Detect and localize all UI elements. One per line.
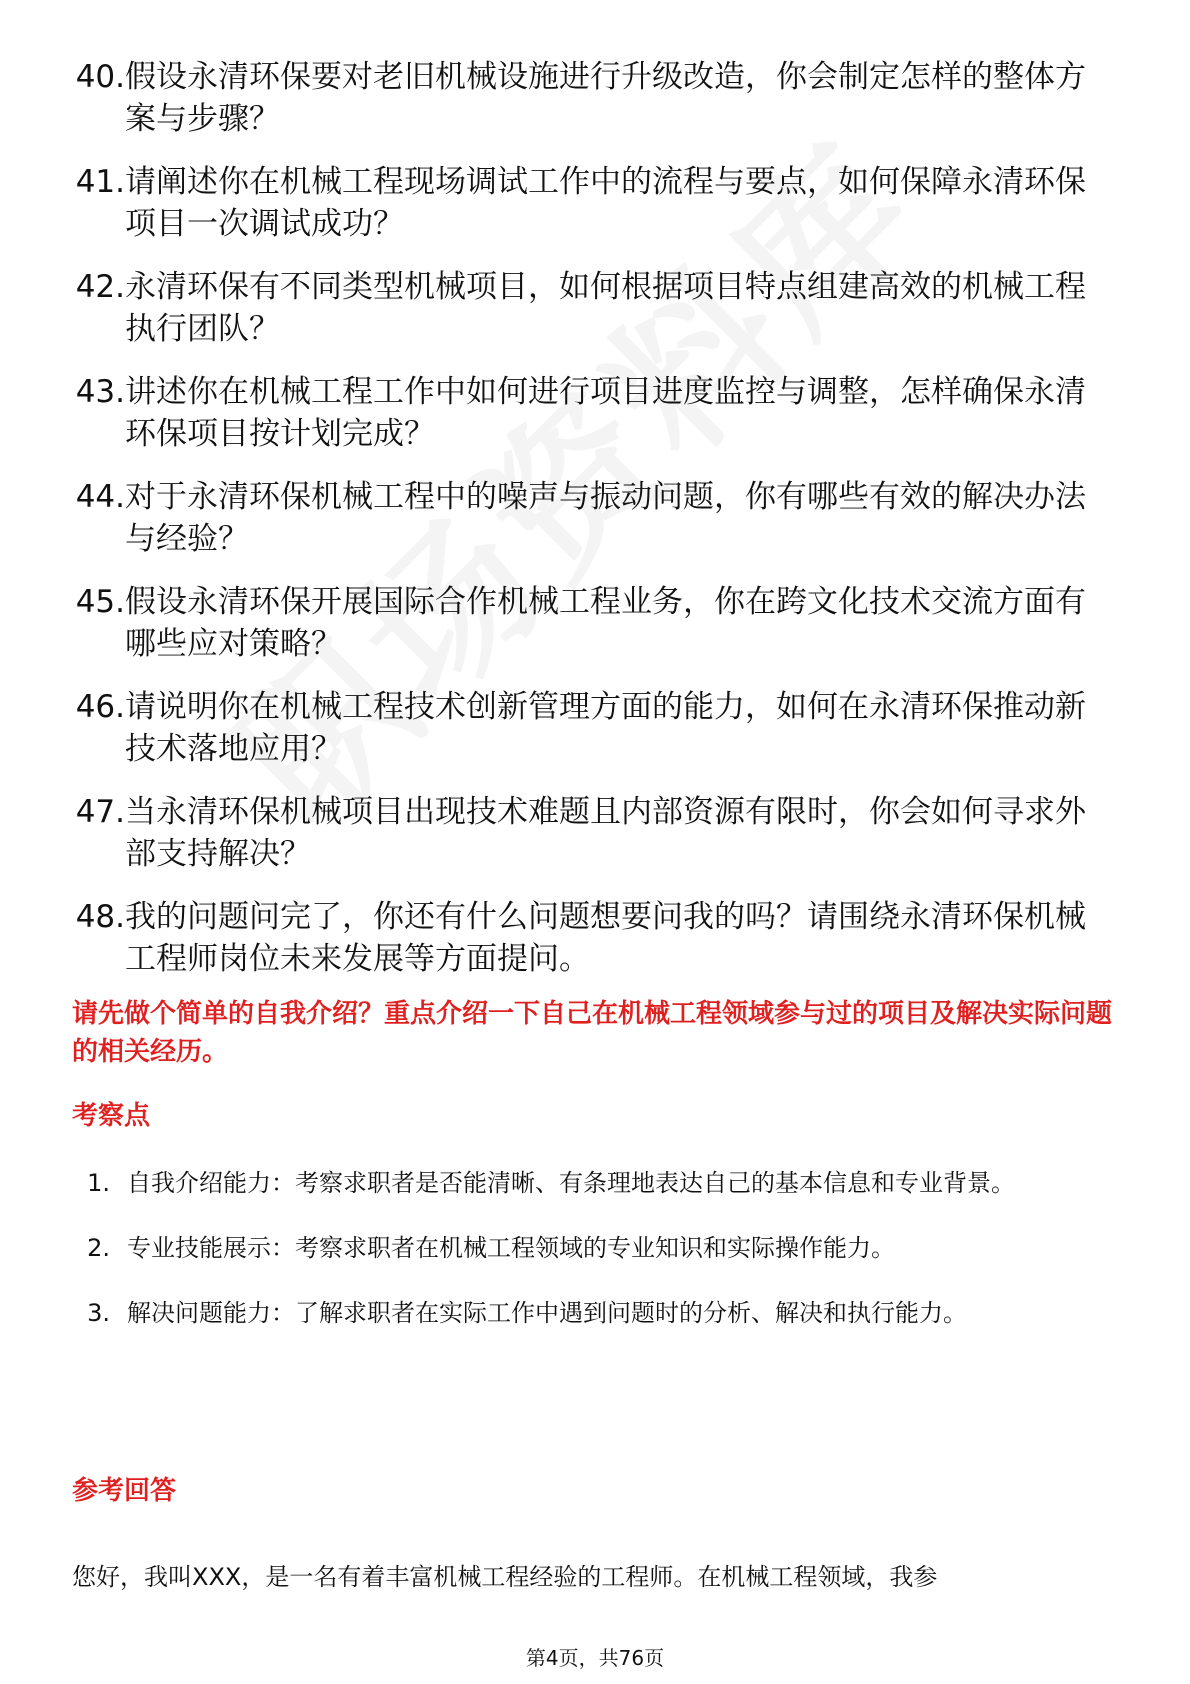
point-item bbox=[0, 1220, 1190, 1277]
point-text: 解决问题能力：了解求职者在实际工作中遇到问题时的分析、解决和执行能力。 bbox=[127, 1299, 967, 1327]
question-number: 40. bbox=[75, 59, 125, 95]
question-number: 41. bbox=[75, 164, 125, 200]
point-item bbox=[0, 1285, 1190, 1342]
question-number: 45. bbox=[75, 584, 125, 620]
question-text: 我的问题问完了，你还有什么问题想要问我的吗？请围绕永清环保机械工程师岗位未来发展等方面提问。 bbox=[125, 899, 1086, 977]
point-item bbox=[0, 1155, 1190, 1212]
answer-title: 参考回答 bbox=[72, 1476, 177, 1506]
question-text: 永清环保有不同类型机械项目，如何根据项目特点组建高效的机械工程执行团队？ bbox=[125, 269, 1086, 347]
question-number: 42. bbox=[75, 269, 125, 305]
question-item bbox=[0, 581, 1190, 665]
point-number: 2. bbox=[87, 1234, 110, 1262]
question-number: 43. bbox=[75, 374, 125, 410]
question-item bbox=[0, 896, 1190, 980]
question-text: 讲述你在机械工程工作中如何进行项目进度监控与调整，怎样确保永清环保项目按计划完成？ bbox=[125, 374, 1086, 452]
question-text: 假设永清环保开展国际合作机械工程业务，你在跨文化技术交流方面有哪些应对策略？ bbox=[125, 584, 1086, 662]
question-item bbox=[0, 161, 1190, 245]
question-number: 44. bbox=[75, 479, 125, 515]
question-list bbox=[0, 56, 1190, 1001]
point-text: 专业技能展示：考察求职者在机械工程领域的专业知识和实际操作能力。 bbox=[127, 1234, 895, 1262]
question-text: 请阐述你在机械工程现场调试工作中的流程与要点，如何保障永清环保项目一次调试成功？ bbox=[125, 164, 1086, 242]
section-heading: 请先做个简单的自我介绍？重点介绍一下自己在机械工程领域参与过的项目及解决实际问题的相关经历。 bbox=[72, 999, 1113, 1067]
question-text: 请说明你在机械工程技术创新管理方面的能力，如何在永清环保推动新技术落地应用？ bbox=[125, 689, 1086, 767]
question-item bbox=[0, 476, 1190, 560]
question-text: 当永清环保机械项目出现技术难题且内部资源有限时，你会如何寻求外部支持解决？ bbox=[125, 794, 1086, 872]
question-item bbox=[0, 371, 1190, 455]
question-text: 对于永清环保机械工程中的噪声与振动问题，你有哪些有效的解决办法与经验？ bbox=[125, 479, 1086, 557]
page-footer: 第4页，共76页 bbox=[525, 1646, 665, 1670]
question-number: 46. bbox=[75, 689, 125, 725]
question-text: 假设永清环保要对老旧机械设施进行升级改造，你会制定怎样的整体方案与步骤？ bbox=[125, 59, 1086, 137]
question-number: 47. bbox=[75, 794, 125, 830]
question-item bbox=[0, 266, 1190, 350]
question-item bbox=[0, 791, 1190, 875]
question-item bbox=[0, 56, 1190, 140]
point-text: 自我介绍能力：考察求职者是否能清晰、有条理地表达自己的基本信息和专业背景。 bbox=[127, 1169, 1015, 1197]
question-item bbox=[0, 686, 1190, 770]
answer-text: 您好，我叫XXX，是一名有着丰富机械工程经验的工程师。在机械工程领域，我参 bbox=[72, 1563, 938, 1591]
points-title: 考察点 bbox=[72, 1101, 151, 1131]
points-list bbox=[0, 1155, 1190, 1350]
point-number: 3. bbox=[87, 1299, 110, 1327]
question-number: 48. bbox=[75, 899, 125, 935]
point-number: 1. bbox=[87, 1169, 110, 1197]
